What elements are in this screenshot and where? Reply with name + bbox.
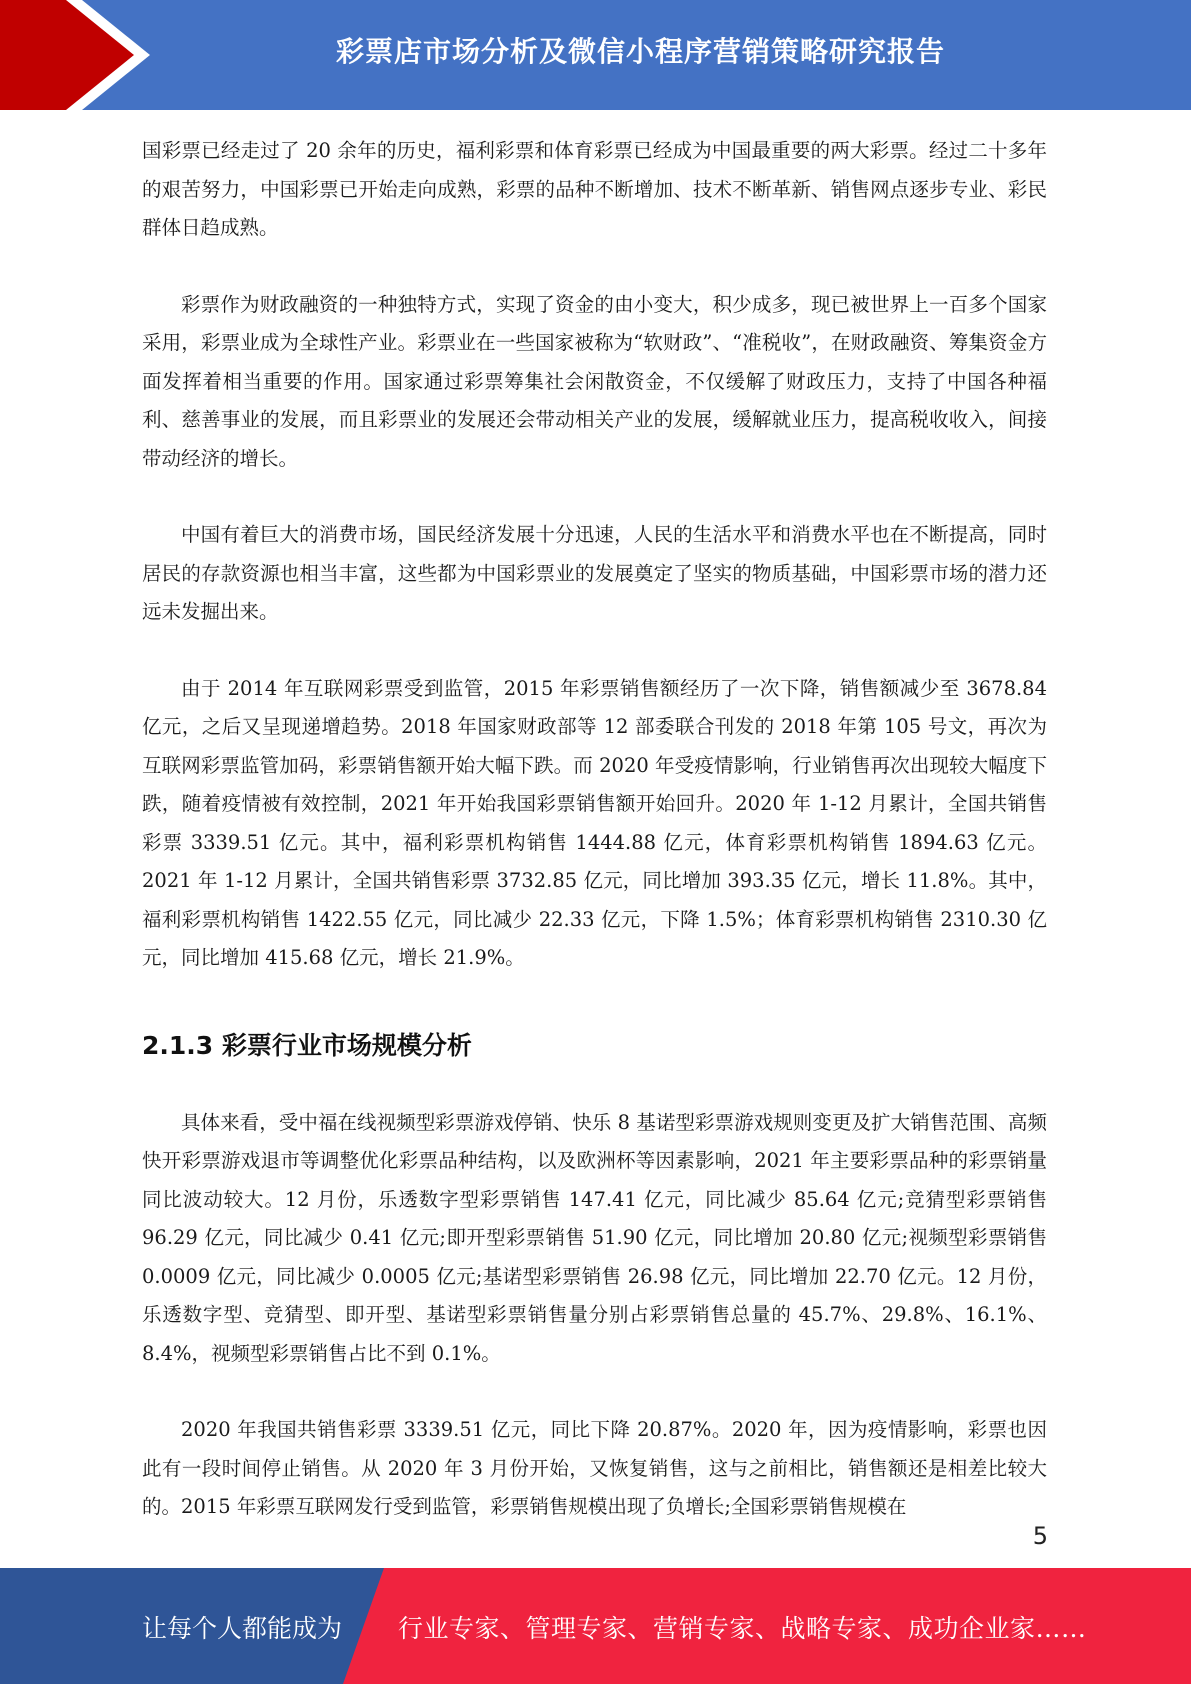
report-title: 彩票店市场分析及微信小程序营销策略研究报告 [335,35,945,68]
paragraph-2020-sales: 2020 年我国共销售彩票 3339.51 亿元，同比下降 20.87%。2020 年，因为疫情影响，彩票也因此有一段时间停止销售。从 2020 年 3 月份开始，又恢复销售，这与之前相比，销售额还是相差比较大的。2015 年彩票互联网发行受到监管，彩票销售规模出现了负增长;全国彩票销售规模在 [142,1418,1047,1518]
paragraph-category-sales: 具体来看，受中福在线视频型彩票游戏停销、快乐 8 基诺型彩票游戏规则变更及扩大销售范围、高频快开彩票游戏退市等调整优化彩票品种结构，以及欧洲杯等因素影响，2021 年主要彩票品种的彩票销量同比波动较大。12 月份，乐透数字型彩票销售 147.41 亿元，同比减少 85.64 亿元;竞猜型彩票销售 96.29 亿元，同比减少 0.41 亿元;即开型彩票销售 51.90 亿元，同比增加 20.80 亿元;视频型彩票销售 0.0009 亿元，同比减少 0.0005 亿元;基诺型彩票销售 26.98 亿元，同比增加 22.70 亿元。12 月份，乐透数字型、竞猜型、即开型、基诺型彩票销售量分别占彩票销售总量的 45.7%、29.8%、16.1%、8.4%，视频型彩票销售占比不到 0.1%。 [142,1110,1047,1365]
section-heading: 2.1.3 彩票行业市场规模分析 [142,1030,472,1060]
page-footer [0,1568,1191,1684]
paragraph-market-potential: 中国有着巨大的消费市场，国民经济发展十分迅速，人民的生活水平和消费水平也在不断提高，同时居民的存款资源也相当丰富，这些都为中国彩票业的发展奠定了坚实的物质基础，中国彩票市场的潜力还远未发掘出来。 [142,523,1047,623]
document-body [142,132,1047,1565]
page-header [0,0,1191,110]
footer-slogan-left: 让每个人都能成为 [142,1614,343,1643]
paragraph-sales-trend: 由于 2014 年互联网彩票受到监管，2015 年彩票销售额经历了一次下降，销售额减少至 3678.84 亿元，之后又呈现递增趋势。2018 年国家财政部等 12 部委联合刊发的 2018 年第 105 号文，再次为互联网彩票监管加码，彩票销售额开始大幅下跌。而 2020 年受疫情影响，行业销售再次出现较大幅度下跌，随着疫情被有效控制，2021 年开始我国彩票销售额开始回升。2020 年 1-12 月累计，全国共销售彩票 3339.51 亿元。其中，福利彩票机构销售 1444.88 亿元，体育彩票机构销售 1894.63 亿元。2021 年 1-12 月累计，全国共销售彩票 3732.85 亿元，同比增加 393.35 亿元，增长 11.8%。其中，福利彩票机构销售 1422.55 亿元，同比减少 22.33 亿元，下降 1.5%；体育彩票机构销售 2310.30 亿元，同比增加 415.68 亿元，增长 21.9%。 [142,676,1047,969]
footer-slogan-right: 行业专家、管理专家、营销专家、战略专家、成功企业家…… [398,1614,1087,1643]
paragraph-history: 国彩票已经走过了 20 余年的历史，福利彩票和体育彩票已经成为中国最重要的两大彩票。经过二十多年的艰苦努力，中国彩票已开始走向成熟，彩票的品种不断增加、技术不断革新、销售网点逐步专业、彩民群体日趋成熟。 [142,139,1047,239]
page-number: 5 [1032,1522,1048,1550]
paragraph-fiscal-role: 彩票作为财政融资的一种独特方式，实现了资金的由小变大，积少成多，现已被世界上一百多个国家采用，彩票业成为全球性产业。彩票业在一些国家被称为“软财政”、“准税收”，在财政融资、筹集资金方面发挥着相当重要的作用。国家通过彩票筹集社会闲散资金，不仅缓解了财政压力，支持了中国各种福利、慈善事业的发展，而且彩票业的发展还会带动相关产业的发展，缓解就业压力，提高税收收入，间接带动经济的增长。 [142,292,1047,470]
